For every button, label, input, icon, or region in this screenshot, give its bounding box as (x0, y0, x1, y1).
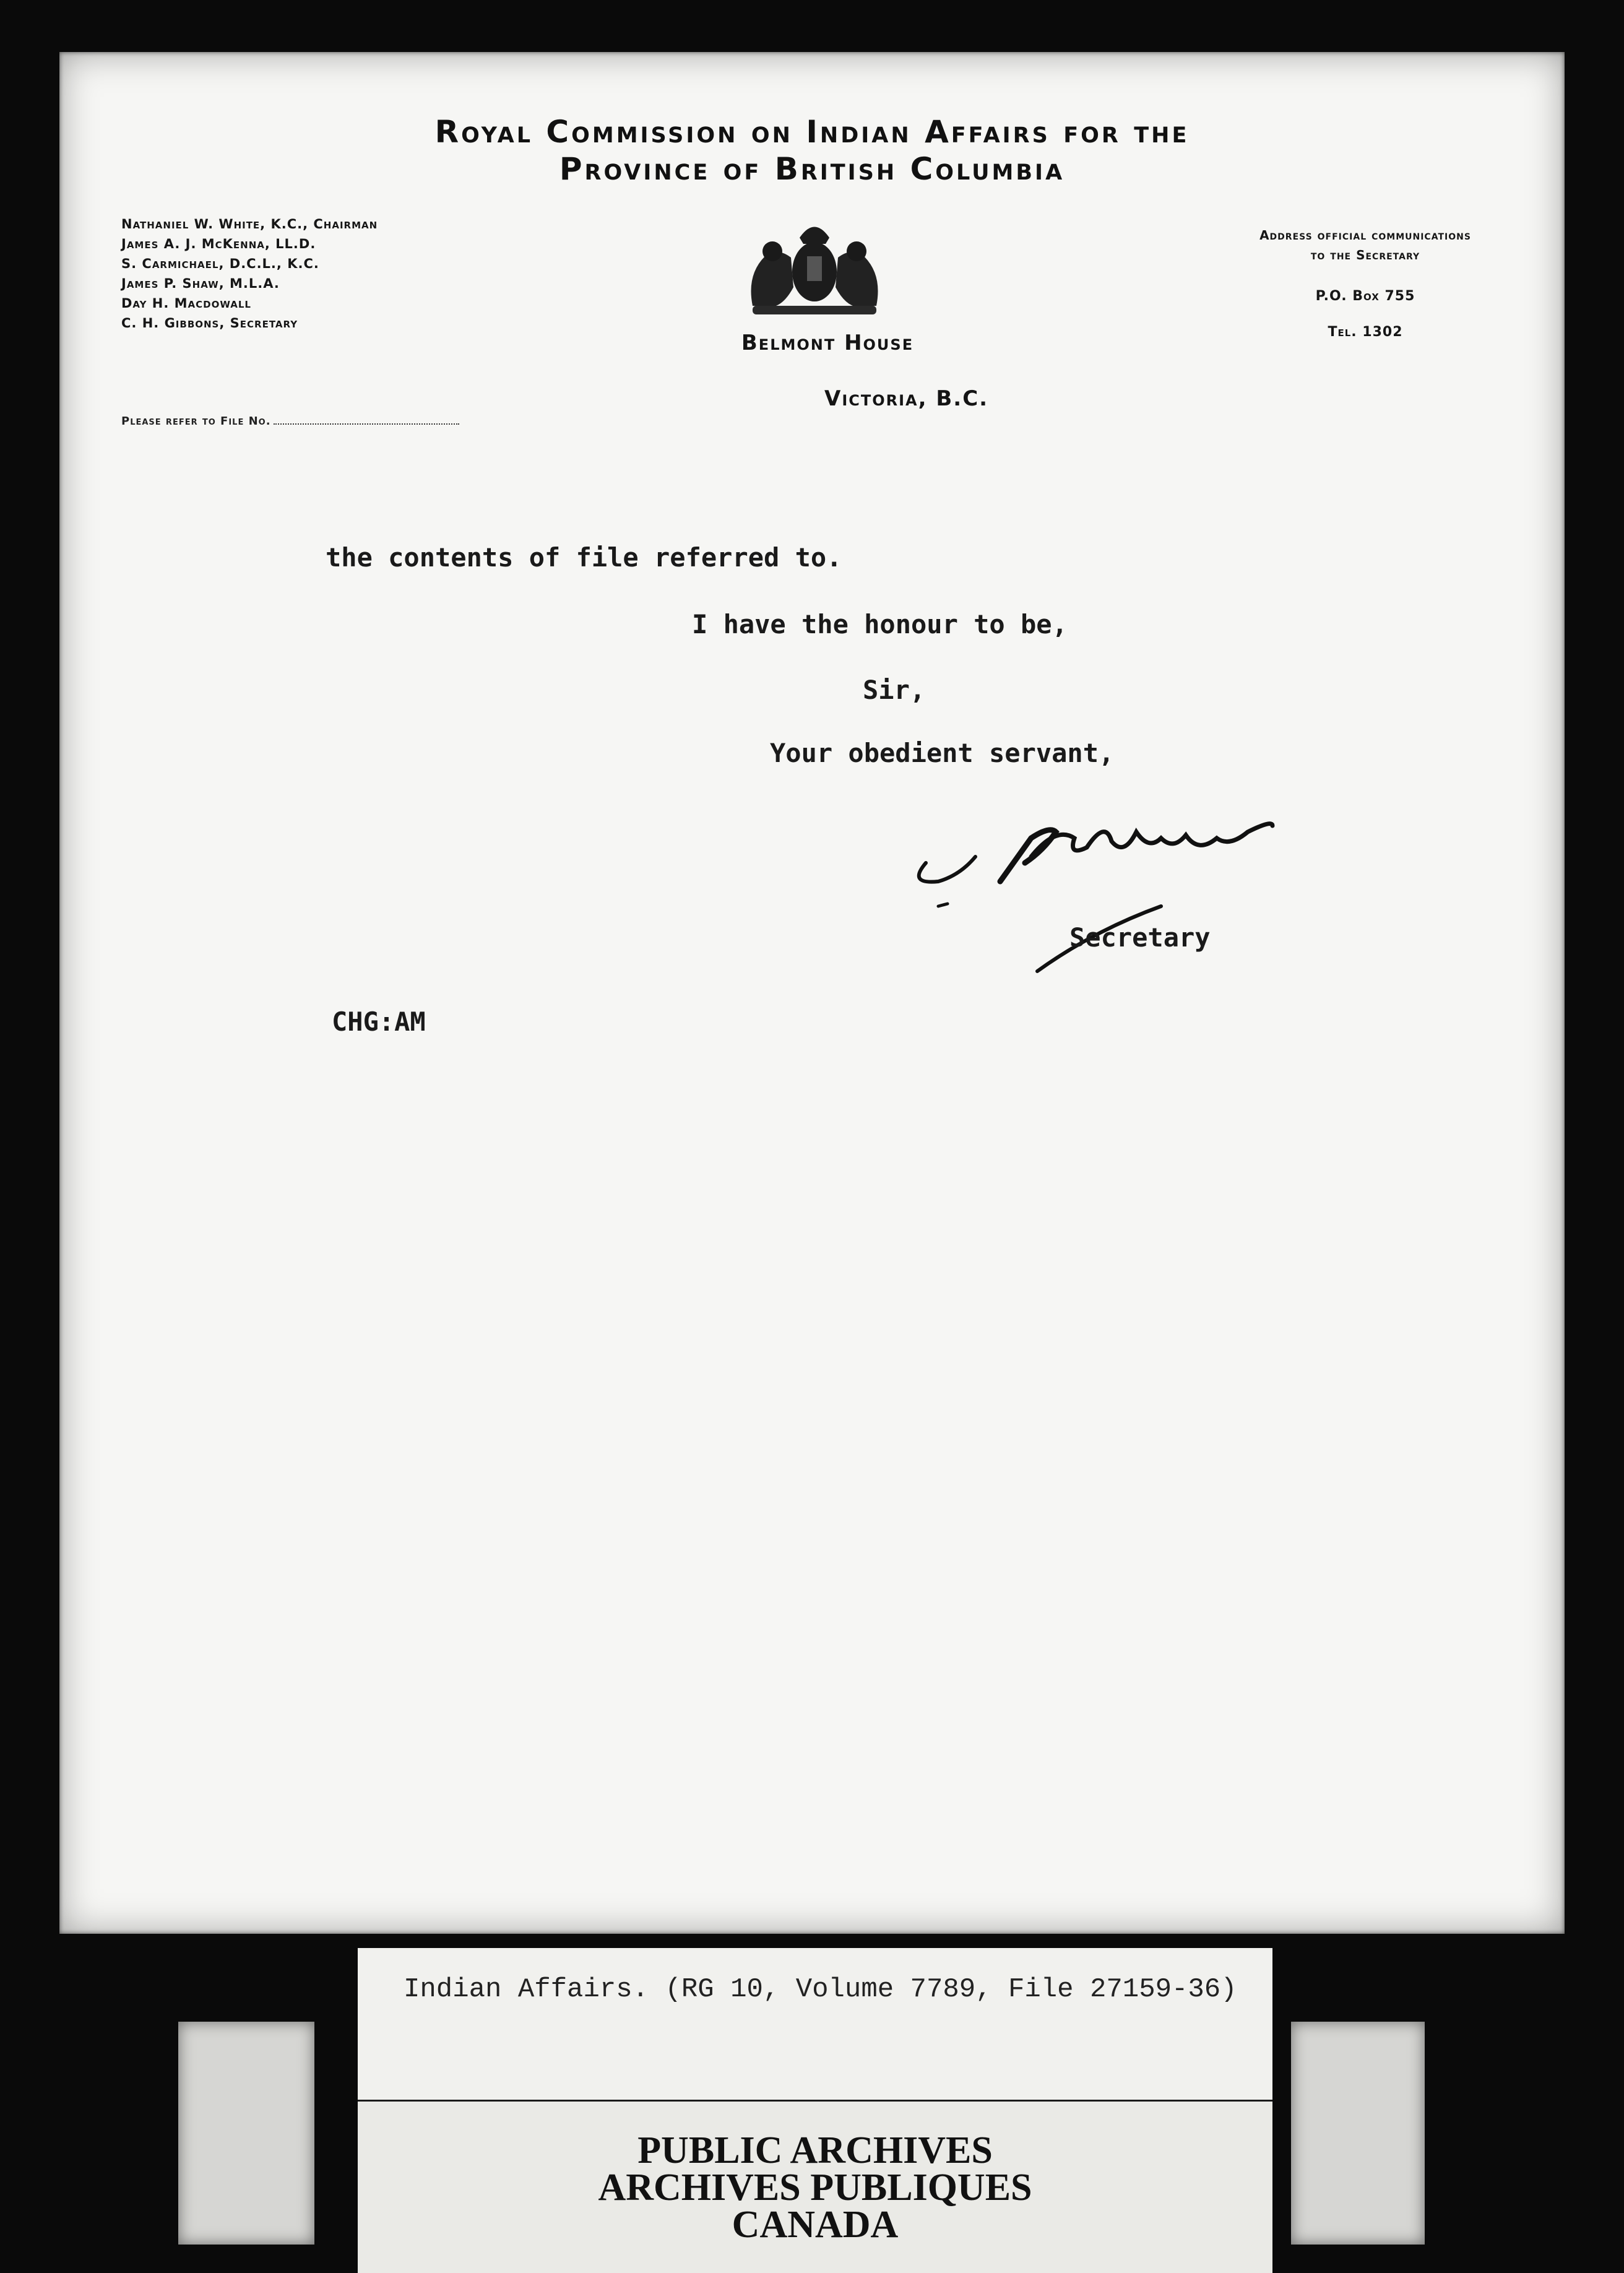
address-line1: Address official communications (1259, 228, 1471, 243)
po-box: P.O. Box 755 (1315, 288, 1415, 304)
archive-folder-tab-left (178, 2022, 314, 2245)
archive-stamp-card (358, 2100, 1272, 2273)
file-reference (121, 415, 459, 428)
complimentary-close: Your obedient servant, (770, 738, 1115, 768)
file-number-blank (274, 423, 459, 425)
closing-line: I have the honour to be, (692, 609, 1068, 639)
typist-initials: CHG:AM (332, 1007, 426, 1037)
letterhead-title-line1: Royal Commission on Indian Affairs for the (434, 114, 1190, 150)
signature (901, 782, 1347, 987)
telephone: Tel. 1302 (1328, 324, 1403, 340)
member-chairman: Nathaniel W. White, K.C., Chairman (121, 217, 378, 232)
salutation: Sir, (863, 675, 926, 705)
archive-reference-card (358, 1948, 1272, 2109)
commission-members (121, 214, 378, 333)
archive-folder-tab-right (1291, 2022, 1425, 2245)
city-name: Victoria, B.C. (824, 386, 989, 411)
member-mckenna: James A. J. McKenna, LL.D. (121, 236, 316, 251)
royal-crest-icon (734, 213, 895, 321)
stamp-line1: PUBLIC ARCHIVES (637, 2129, 993, 2171)
stamp-line2: ARCHIVES PUBLIQUES (598, 2167, 1032, 2209)
member-macdowall: Day H. Macdowall (121, 296, 251, 311)
stamp-line3: CANADA (732, 2204, 899, 2246)
archive-reference: Indian Affairs. (RG 10, Volume 7789, File 27159-36) (404, 1974, 1237, 2005)
letterhead-title-line2: Province of British Columbia (559, 151, 1065, 187)
body-line: the contents of file referred to. (326, 542, 842, 573)
signatory-title: Secretary (1069, 922, 1211, 953)
house-name: Belmont House (741, 331, 914, 355)
address-line2: to the Secretary (1310, 248, 1420, 262)
member-shaw: James P. Shaw, M.L.A. (121, 276, 280, 291)
member-secretary: C. H. Gibbons, Secretary (121, 316, 298, 331)
file-reference-label: Please refer to File No. (121, 415, 271, 428)
letter-page (59, 52, 1565, 1934)
member-carmichael: S. Carmichael, D.C.L., K.C. (121, 256, 319, 271)
